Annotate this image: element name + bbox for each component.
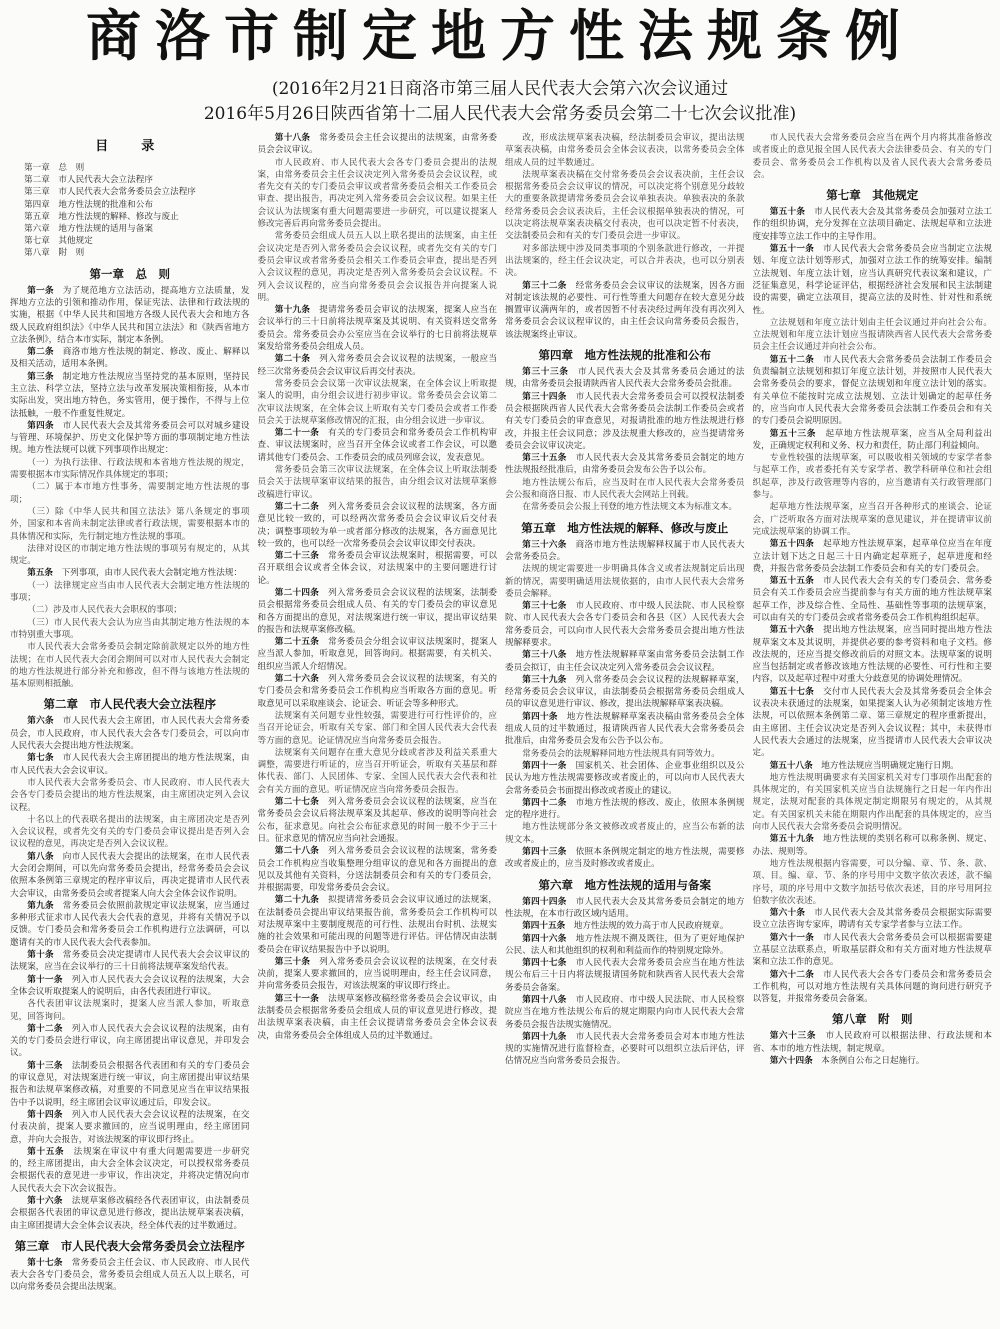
article [505, 366, 745, 391]
article-text: 向市人民代表大会提出的法规案，在市人民代表大会闭会期间，可以先向常务委员会提出，经常务委员会会议依照本条例第三章规定的程序审议后，再决定提请市人民代表大会审议，由常务委员会或者提案人向大会全体会议作说明。 [10, 851, 250, 899]
article-text: 常务委员会依照前款规定审议法规案，应当通过多种形式征求市人民代表大会代表的意见，并将有关情况予以反馈。专门委员会和常务委员会工作机构进行立法调研，可以邀请有关的市人民代表大会代表参加。 [10, 900, 250, 948]
article-number: 第三十一条 [274, 993, 320, 1004]
column-2-text [258, 132, 498, 1042]
article-text: 地方性法规应当明确规定施行日期。 [812, 760, 959, 771]
paragraph: 法规案有关问题专业性较强，需要进行可行性评价的，应当召开论证会，听取有关专家、部门和全国人民代表大会代表等方面的意见。论证情况应当向常务委员会报告。 [257, 710, 497, 746]
article-text: 列入市人民代表大会会议议程的法规案，由有关的专门委员会进行审议，向主席团提出审议意见，并印发会议。 [10, 1023, 250, 1059]
chapter-heading: 第四章 地方性法规的批准和公布 [538, 348, 711, 363]
chapter-heading: 第八章 附 则 [832, 1012, 913, 1027]
article [258, 845, 498, 894]
column-4-text [753, 132, 993, 1067]
article-text: 法规草案修改稿经常务委员会会议审议，由法制委员会根据常务委员会组成人员的审议意见进行修改，提出法规草案表决稿，由主任会议提请常务委员会全体会议表决，由常务委员会全体组成人员的过半数通过。 [257, 993, 497, 1041]
paragraph: 市人民代表大会常务委员会、市人民政府、市人民代表大会各专门委员会提出的地方性法规案，由主席团决定列入会议议程。 [10, 777, 250, 813]
article-text: 依照本条例规定制定的地方性法规，需要修改或者废止的，应当及时修改或者废止。 [505, 847, 745, 870]
article-text: 法规草案修改稿经各代表团审议，由法制委员会根据各代表团的审议意见进行修改，提出法规草案表决稿，由主席团提请大会全体会议表决，经全体代表的过半数通过。 [10, 1196, 250, 1231]
paragraph: 法规案有关问题存在重大意见分歧或者涉及利益关系重大调整，需要进行听证的，应当召开听证会，听取有关基层和群体代表、部门、人民团体、专家、全国人民代表大会代表和社会有关方面的意见。听证情况应当向常务委员会报告。 [257, 747, 497, 795]
article-text: 列入常务委员会会议议程的法规解释草案，经常务委员会会议审议，由法制委员会根据常务委员会组成人员的审议意见进行审议、修改，提出法规解释草案表决稿。 [505, 674, 745, 710]
subtitle-approval: 2016年5月26日陕西省第十二届人民代表大会常务委员会第二十七次会议批准) [203, 104, 797, 124]
article-number: 第二十三条 [274, 551, 320, 562]
article [258, 673, 498, 710]
article [505, 933, 745, 958]
article [753, 538, 993, 575]
article-number: 第十六条 [27, 1196, 63, 1206]
article-number: 第四十五条 [522, 921, 566, 932]
article [10, 949, 250, 974]
article [10, 420, 250, 457]
article-text: 起草地方性法规草案，起草单位应当在年度立法计划下达之日起三十日内确定起草班子，起草进度和经费，并报告常务委员会法制工作委员会和有关的专门委员会。 [752, 539, 992, 574]
article [505, 649, 745, 674]
article [505, 994, 745, 1031]
article-number: 第五十二条 [769, 354, 815, 365]
paragraph: 法律对设区的市制定地方性法规的事项另有规定的，从其规定。 [10, 543, 250, 567]
article-number: 第二条 [27, 347, 54, 358]
article [753, 1030, 993, 1055]
article-number: 第五条 [27, 568, 53, 579]
paragraph: 改，形成法规草案表决稿，经法制委员会审议，提出法规草案表决稿，由常务委员会全体会议表决，以常务委员会全体组成人员的过半数通过。 [505, 133, 745, 168]
article-number: 第三十四条 [522, 391, 567, 402]
article-number: 第九条 [27, 900, 54, 911]
article-number: 第四十二条 [522, 797, 567, 808]
paragraph: 在常务委员会公报上刊登的地方性法规文本为标准文本。 [522, 502, 738, 513]
article-text: 常务委员会主任会议、市人民政府、市人民代表大会各专门委员会，常务委员会组成人员五人以上联名，可以向常务委员会提出法规案。 [10, 1257, 250, 1293]
article [10, 900, 250, 949]
article-number: 第六十条 [769, 908, 806, 919]
article-text: 市人民代表大会及其常务委员会通过的法规，由常务委员会报请陕西省人民代表大会常务委员会批准。 [505, 367, 745, 390]
article [505, 600, 745, 649]
article-text: 市人民代表大会各专门委员会和常务委员会工作机构，可以对地方性法规有关具体问题的询问进行研究予以答复，并报常务委员会备案。 [752, 969, 992, 1005]
article-number: 第六十一条 [769, 932, 815, 943]
paragraph: 法规的规定需要进一步明确具体含义或者法规制定后出现新的情况，需要明确适用法规依据的，由市人民代表大会常务委员会解释。 [505, 564, 745, 599]
article-body [10, 132, 992, 1324]
article-text: 市人民代表大会常务委员会应当制定立法规划、年度立法计划等形式，加强对立法工作的统筹安排。编制立法规划、年度立法计划，应当认真研究代表议案和建议，广泛征集意见，科学论证评估，根据经济社会发展和民主法制建设的需要，确定立法项目，提高立法的及时性、针对性和系统性。 [752, 244, 992, 316]
article [10, 346, 250, 371]
chapter-heading: 第五章 地方性法规的解释、修改与废止 [521, 520, 729, 535]
column-4 [753, 132, 993, 1324]
subtitle-adoption: (2016年2月21日商洛市第三届人民代表大会第六次会议通过 [271, 79, 729, 99]
article-number: 第三十三条 [522, 367, 569, 378]
article-number: 第五十四条 [769, 539, 815, 550]
article-number: 第三十九条 [522, 674, 567, 685]
paragraph: 市人民政府、市人民代表大会各专门委员会提出的法规案，由常务委员会主任会议决定列入常务委员会会议议程，或者先交有关的专门委员会审议或者常务委员会相关工作委员会审查、提出报告，再决定列入常务委员会会议议程。如果主任会议认为法规案有重大问题需要进一步研究，可以建议提案人修改完善后再向常务委员会提出。 [257, 157, 497, 230]
article [258, 956, 498, 993]
article-number: 第十七条 [27, 1257, 63, 1268]
article [505, 846, 745, 871]
article-number: 第四十九条 [522, 1031, 567, 1042]
toc-item: 第五章 地方性法规的解释、修改与废止 [24, 211, 179, 222]
article [10, 974, 250, 999]
article-number: 第五十六条 [769, 625, 815, 636]
article-text: 市人民政府可以根据法律、行政法规和本省、本市的地方性法规，制定规章。 [752, 1031, 992, 1054]
article-text: 商洛市地方性法规的制定、修改、废止、解释以及相关活动，适用本条例。 [10, 347, 250, 370]
article [10, 715, 250, 752]
column-3-text [505, 132, 745, 1068]
article [505, 920, 745, 932]
paragraph: （一）为执行法律、行政法规和本省地方性法规的规定，需要根据本市实际情况作具体规定的事项； [10, 457, 250, 481]
article-number: 第六十三条 [769, 1031, 817, 1042]
article-text: 市人民代表大会及其常务委员会根据实际需要设立立法咨询专家库，聘请有关专家学者参与立法工作。 [752, 908, 992, 931]
toc-item: 第八章 附 则 [24, 248, 85, 259]
paragraph: 立法规划和年度立法计划由主任会议通过并向社会公布。立法规划和年度立法计划应当报请陕西省人民代表大会常务委员会主任会议通过并向社会公布。 [752, 317, 992, 353]
article-number: 第二十条 [274, 354, 311, 365]
article-text: 列入常务委员会会议议程的法规案，法制委员会根据常务委员会组成人员、有关的专门委员会的审议意见和各方面提出的意见，对法规案进行统一审议，提出审议结果的报告和法规草案修改稿。 [257, 587, 497, 635]
article [753, 428, 993, 453]
article-number: 第二十四条 [274, 587, 320, 598]
article [258, 636, 498, 673]
article-number: 第二十七条 [274, 797, 320, 808]
article [258, 427, 498, 464]
article-number: 第四十一条 [522, 760, 567, 771]
article [10, 1109, 250, 1146]
article [10, 1023, 250, 1060]
article-number: 第五十七条 [769, 686, 815, 697]
article-text: 列入常务委员会会议议程的法规案，有关的专门委员会和常务委员会工作机构应当听取各方面的意见。听取意见可以采取座谈会、论证会、听证会等多种形式。 [257, 674, 497, 709]
article-text: 本条例自公布之日起施行。 [812, 1056, 925, 1067]
paragraph: 市人民代表大会常务委员会制定除前款规定以外的地方性法规；在市人民代表大会闭会期间可以对市人民代表大会制定的地方性法规进行部分补充和修改，但不得与该地方性法规的基本原则相抵触。 [10, 642, 250, 690]
paragraph: 常务委员会的法规解释同地方性法规具有同等效力。 [522, 748, 720, 759]
article-text: 市人民政府、市中级人民法院、市人民检察院应当在地方性法规公布后的规定期限内向市人民代表大会常务委员会报告法规实施情况。 [505, 995, 745, 1030]
article-text: 常务委员会审议法规案时，根据需要，可以召开联组会议或者全体会议，对法规案中的主要问题进行讨论。 [257, 551, 497, 586]
article-text: 列入常务委员会会议议程的法规案，在交付表决前，提案人要求撤回的，应当说明理由，经主任会议同意，并向常务委员会报告，对该法规案的审议即行终止。 [257, 956, 497, 992]
article-number: 第十三条 [27, 1060, 63, 1071]
article [258, 894, 498, 955]
article-text: 商洛市地方性法规解释权属于市人民代表大会常务委员会。 [505, 539, 745, 562]
article-text: 市人民代表大会常务委员会法制工作委员会负责编制立法规划和拟订年度立法计划，并按照市人民代表大会常务委员会的要求，督促立法规划和年度立法计划的落实。有关单位不能按时完成立法规划、立法计划确定的起草任务的，应当向市人民代表大会常务委员会法制工作委员会和有关的专门委员会说明原因。 [752, 354, 992, 427]
paragraph: （二）涉及市人民代表大会职权的事项； [27, 605, 182, 616]
article [10, 752, 250, 777]
article-number: 第四条 [27, 420, 54, 431]
paragraph: 起草地方性法规草案，应当召开各种形式的座谈会、论证会，广泛听取各方面对法规草案的意见建议，并在提请审议前完成法规草案的协调工作。 [752, 502, 992, 537]
article-text: 市人民代表大会及其常务委员会制定的地方性法规，在本市行政区域内适用。 [505, 896, 745, 919]
toc-item: 第六章 地方性法规的适用与备案 [24, 224, 153, 235]
article [10, 1195, 250, 1232]
article [10, 1146, 250, 1195]
article-number: 第四十四条 [522, 896, 567, 907]
article-text: 提请常务委员会审议的法规案，提案人应当在会议举行的三十日前将法规草案及其说明、有关资料送交常务委员会。常务委员会办公室应当在会议举行的七日前将法规草案发给常务委员会组成人员。 [257, 305, 497, 353]
article-text: 市地方性法规的修改、废止，依照本条例规定的程序进行。 [505, 797, 745, 821]
article [753, 575, 993, 624]
article [258, 304, 498, 353]
article-text: 常务委员会分组会议审议法规案时，提案人应当派人参加，听取意见，回答询问。根据需要，有关机关、组织应当派人介绍情况。 [257, 637, 497, 672]
article-number: 第二十八条 [274, 846, 320, 857]
chapter-heading: 第三章 市人民代表大会常务委员会立法程序 [14, 1238, 245, 1253]
article [258, 132, 498, 157]
article [753, 969, 993, 1006]
article-number: 第十四条 [27, 1109, 63, 1120]
article-text: 起草地方性法规草案，应当从全局利益出发，正确规定权利和义务、权力和责任，防止部门利益倾向。 [752, 428, 992, 451]
article-text: 地方性法规的效力高于市人民政府规章。 [565, 921, 729, 932]
article-text: 法制委员会根据各代表团和有关的专门委员会的审议意见，对法规案进行统一审议，向主席团提出审议结果报告和法规草案修改稿，对重要的不同意见应当在审议结果报告中予以说明，经主席团会议审议通过后，印发会议。 [10, 1060, 250, 1108]
column-1 [10, 132, 250, 1324]
article-text: 法规案在审议中有重大问题需要进一步研究的，经主席团提出，由大会全体会议决定，可以授权常务委员会根据代表的意见进一步审议，作出决定，并将决定情况向市人民代表大会下次会议报告。 [10, 1146, 250, 1194]
article [753, 206, 993, 243]
article-number: 第四十八条 [522, 995, 567, 1005]
paragraph: 市人民代表大会常务委员会应当在两个月内将其准备修改或者废止的意见报全国人民代表大会法律委员会、有关的专门委员会、常务委员会工作机构以及省人民代表大会常务委员会。 [752, 133, 992, 180]
article-text: 地方性法规解释草案表决稿由常务委员会全体组成人员的过半数通过，报请陕西省人民代表大会常务委员会批准后，由常务委员会发布公告予以公布。 [505, 711, 745, 747]
article-text: 市人民代表大会常务委员会可以根据需要建立基层立法联系点，听取基层群众和有关方面对地方性法规草案和立法工作的意见。 [752, 932, 992, 968]
article [505, 797, 745, 822]
paragraph: （一）法律规定应当由市人民代表大会制定地方性法规的事项； [10, 580, 250, 604]
article-text: 市人民代表大会有关的专门委员会、常务委员会有关工作委员会应当提前参与有关方面的地方性法规草案起草工作，涉及综合性、全局性、基础性等事项的法规草案，可以由有关的专门委员会或者常务委员会工作机构组织起草。 [752, 576, 992, 623]
article-text: 经常务委员会会议审议的法规案，因各方面对制定该法规的必要性、可行性等重大问题存在较大意见分歧搁置审议满两年的，或者因暂不付表决经过两年没有再次列入常务委员会会议议程审议的，由主任会议向常务委员会报告，该法规案终止审议。 [505, 280, 745, 340]
article [753, 354, 993, 428]
article-number: 第三十七条 [522, 601, 567, 612]
article-number: 第四十六条 [522, 933, 567, 944]
article-number: 第五十一条 [769, 244, 815, 255]
article-number: 第二十六条 [274, 674, 320, 685]
article-text: 制定地方性法规应当坚持党的基本原则，坚持民主立法、科学立法，坚持立法与改革发展决策相衔接，从本市实际出发，突出地方特色，务实管用，便于操作，不得与上位法抵触，一般不作重复性规定。 [10, 371, 250, 419]
article-number: 第三十条 [274, 956, 311, 967]
article-number: 第四十七条 [522, 958, 567, 969]
article [505, 711, 745, 748]
article-text: 市人民代表大会常务委员会应当在地方性法规公布后三十日内将法规报请国务院和陕西省人民代表大会常务委员会备案。 [505, 958, 745, 993]
article-number: 第三条 [27, 371, 54, 382]
article-text: 市人民代表大会常务委员会对本市地方性法规的实施情况进行监督检查，必要时可以组织立法后评估，评估情况应当向常务委员会报告。 [505, 1031, 745, 1067]
chapter-heading: 第二章 市人民代表大会立法程序 [43, 697, 216, 712]
article-text: 列入常务委员会会议议程的法规案，一般应当经三次常务委员会会议审议后再交付表决。 [257, 354, 497, 377]
article [505, 539, 745, 564]
paragraph: 常务委员会第三次审议法规案，在全体会议上听取法制委员会关于法规草案审议结果的报告，由分组会议对法规草案修改稿进行审议。 [257, 465, 497, 500]
article [505, 452, 745, 477]
article-text: 市人民代表大会及其常务委员会可以对城乡建设与管理、环境保护、历史文化保护等方面的事项制定地方性法规。地方性法规可以就下列事项作出规定： [10, 420, 250, 456]
article-number: 第二十一条 [274, 428, 320, 439]
article-number: 第八条 [27, 851, 54, 862]
article-number: 第十二条 [27, 1023, 63, 1034]
article-number: 第二十二条 [274, 501, 320, 512]
toc-item: 第一章 总 则 [24, 163, 85, 173]
article-number: 第六十二条 [769, 969, 815, 980]
article [753, 624, 993, 685]
article-number: 第五十条 [769, 207, 806, 218]
article-text: 国家机关、社会团体、企业事业组织以及公民认为地方性法规需要修改或者废止的，可以向市人民代表大会常务委员会书面提出修改或者废止的建议。 [505, 760, 745, 796]
article-text: 地方性法规的类别名称可以称条例、规定、办法、规则等。 [752, 834, 992, 857]
article-text: 拟提请常务委员会会议审议通过的法规案，在法制委员会提出审议结果报告前，常务委员会工作机构可以对法规草案中主要制度规范的可行性、法规出台时机、法规实施的社会效果和可能出现的问题等进行评估。评估情况由法制委员会在审议结果报告中予以说明。 [257, 895, 497, 955]
article-text: 下列事项，由市人民代表大会制定地方性法规： [52, 568, 243, 579]
table-of-contents [10, 162, 250, 260]
article [753, 1055, 993, 1067]
toc-heading: 目 录 [95, 139, 165, 154]
paragraph: 地方性法规公布后，应当及时在市人民代表大会常务委员会公报和商洛日报、市人民代表大会网站上刊载。 [505, 477, 745, 501]
paragraph: 对多部法规中涉及同类事项的个别条款进行修改，一并提出法规案的，经主任会议决定，可以合并表决，也可以分别表决。 [505, 243, 745, 279]
paragraph: 常务委员会会议第一次审议法规案，在全体会议上听取提案人的说明，由分组会议进行初步审议。常务委员会会议第二次审议法规案，在全体会议上听取有关专门委员会或者工作委员会关于法规草案修改情况的汇报，由分组会议进一步审议。 [257, 378, 497, 426]
article-number: 第二十五条 [274, 637, 320, 648]
article-number: 第一条 [27, 285, 54, 296]
paragraph: 地方性法规明确要求有关国家机关对专门事项作出配套的具体规定的，有关国家机关应当自法规施行之日起一年内作出规定，法规对配套的具体规定制定期限另有规定的，从其规定。有关国家机关未能在期限内作出配套的具体规定的，应当向市人民代表大会常务委员会说明情况。 [752, 772, 992, 833]
paragraph: （三）市人民代表大会认为应当由其制定地方性法规的本市特别重大事项。 [10, 617, 250, 640]
article [10, 851, 250, 900]
toc-item: 第三章 市人民代表大会常务委员会立法程序 [24, 187, 196, 198]
article-text: 列入常务委员会会议议程的法规案，各方面意见比较一致的，可以经两次常务委员会会议审议后交付表决；调整事项较为单一或者部分修改的法规案，各方面意见比较一致的，也可以经一次常务委员会会议审议即交付表决。 [257, 501, 497, 549]
article [258, 993, 498, 1042]
chapter-heading: 第一章 总 则 [89, 266, 170, 281]
paragraph: 专业性较强的法规草案，可以吸收相关领域的专家学者参与起草工作，或者委托有关专家学者、教学科研单位和社会组织起草，涉及行政管理等内容的，应当邀请有关行政管理部门参与。 [752, 453, 992, 501]
article [505, 896, 745, 921]
article-text: 地方性法规不溯及既往，但为了更好地保护公民、法人和其他组织的权利和利益而作的特别规定除外。 [505, 933, 745, 956]
article [753, 833, 993, 858]
article-number: 第十一条 [27, 974, 63, 985]
article-number: 第四十三条 [522, 847, 567, 858]
chapter-heading: 第七章 其他规定 [826, 188, 919, 203]
article [10, 567, 250, 579]
article-number: 第五十八条 [769, 760, 813, 771]
article [753, 243, 993, 317]
article [505, 280, 745, 341]
article [505, 674, 745, 711]
article-number: 第六十四条 [769, 1056, 813, 1067]
article-text: 交付市人民代表大会及其常务委员会全体会议表决未获通过的法规案，如果提案人认为必须制定该地方性法规，可以依照本条例第二章、第三章规定的程序重新提出，由主席团、主任会议决定是否列入会议议程；其中，未获得市人民代表大会通过的法规案，应当提请市人民代表大会审议决定。 [752, 686, 992, 759]
paragraph: 各代表团审议法规案时，提案人应当派人参加，听取意见，回答询问。 [10, 999, 250, 1022]
paragraph: 常务委员会组成人员五人以上联名提出的法规案，由主任会议决定是否列入常务委员会会议议程，或者先交有关的专门委员会审议或者常务委员会相关工作委员会审查，提出是否列入会议议程的意见，再决定是否列入常务委员会会议议程。不列入会议议程的，应当向常务委员会会议报告并向提案人说明。 [257, 231, 497, 303]
article-text: 列入市人民代表大会会议议程的法规案，大会全体会议听取提案人的说明后，由各代表团进行审议。 [10, 974, 250, 997]
article-text: 有关的专门委员会和常务委员会工作机构审查、审议法规案时，应当召开全体会议或者工作会议，可以邀请其他专门委员会、工作委员会的成员列席会议，发表意见。 [257, 428, 497, 463]
paragraph: 地方性法规部分条文被修改或者废止的，应当公布新的法规文本。 [505, 822, 745, 845]
article-number: 第十九条 [274, 305, 311, 316]
article-text: 列入常务委员会会议议程的法规案，常务委员会工作机构应当收集整理分组审议的意见和各方面提出的意见以及其他有关资料，分送法制委员会和有关的专门委员会，并根据需要，印发常务委员会会议。 [257, 846, 497, 894]
article [10, 1257, 250, 1294]
article [505, 1031, 745, 1068]
article-number: 第十八条 [274, 133, 311, 143]
column-3 [505, 132, 745, 1324]
article [10, 371, 250, 420]
article-number: 第三十二条 [522, 280, 567, 291]
article-number: 第三十五条 [522, 453, 567, 464]
article-number: 第五十三条 [769, 428, 817, 439]
article [753, 907, 993, 932]
article-number: 第二十九条 [274, 895, 320, 906]
column-1-text [10, 266, 250, 1294]
article [505, 391, 745, 452]
article-number: 第十五条 [27, 1146, 65, 1157]
paragraph: （三）除《中华人民共和国立法法》第八条规定的事项外，国家和本省尚未制定法律或者行政法规，需要根据本市的具体情况和实际，先行制定地方性法规的事项。 [10, 506, 250, 542]
article [258, 501, 498, 550]
article [753, 686, 993, 760]
toc-item: 第七章 其他规定 [24, 236, 93, 247]
article-number: 第四十条 [522, 711, 558, 722]
article-text: 常务委员会主任会议提出的法规案，由常务委员会会议审议。 [257, 133, 497, 156]
article-text: 列入市人民代表大会会议议程的法规案，在交付表决前，提案人要求撤回的，应当说明理由，经主席团同意，并向大会报告，对该法规案的审议即行终止。 [10, 1109, 250, 1145]
page-title: 商洛市制定地方性法规条例 [85, 4, 914, 68]
article-text: 市人民代表大会主席团提出的地方性法规案，由市人民代表大会会议审议。 [10, 753, 250, 776]
article-text: 地方性法规解释草案由常务委员会法制工作委员会拟订，由主任会议决定列入常务委员会会议议程。 [505, 650, 745, 673]
article-text: 市人民代表大会主席团，市人民代表大会常务委员会，市人民政府，市人民代表大会各专门委员会，可以向市人民代表大会提出地方性法规案。 [10, 716, 250, 752]
article-text: 市人民代表大会及其常务委员会制定的地方性法规报经批准后，由常务委员会发布公告予以公布。 [505, 453, 745, 476]
chapter-heading: 第六章 地方性法规的适用与备案 [538, 877, 711, 892]
article-number: 第六条 [27, 716, 54, 727]
article-text: 提出地方性法规案，应当同时提出地方性法规草案文本及其说明，并提供必要的参考资料和电子文档。修改法规的，还应当提交修改前后的对照文本。法规草案的说明应当包括制定或者修改该地方性法规的必要性、可行性和主要内容，以及起草过程中对重大分歧意见的协调处理情况。 [752, 625, 992, 685]
article [10, 1060, 250, 1109]
paragraph: 十名以上的代表联名提出的法规案，由主席团决定是否列入会议议程，或者先交有关的专门委员会审议提出是否列入会议议程的意见，再决定是否列入会议议程。 [10, 814, 250, 850]
article [258, 587, 498, 636]
article [10, 285, 250, 346]
toc-item: 第四章 地方性法规的批准和公布 [24, 199, 153, 210]
article-number: 第三十六条 [522, 539, 567, 550]
paragraph: 法规草案表决稿在交付常务委员会会议表决前，主任会议根据常务委员会会议审议的情况，可以决定将个别意见分歧较大的重要条款提请常务委员会会议单独表决。单独表决的条款经常务委员会会议表决后，主任会议根据单独表决的情况，可以决定将法规草案表决稿交付表决，也可以决定暂不付表决，交法制委员会和有关的专门委员会进一步审议。 [505, 169, 745, 242]
article-text: 市人民代表大会常务委员会可以授权法制委员会根据陕西省人民代表大会常务委员会法制工作委员会或者有关专门委员会的审查意见，对报请批准的地方性法规进行修改，并报主任会议同意；涉及法规重大修改的，应当提请常务委员会会议审议决定。 [505, 391, 745, 451]
article-number: 第三十八条 [522, 650, 567, 661]
toc-item: 第二章 市人民代表大会立法程序 [24, 175, 153, 186]
article-text: 市人民代表大会及其常务委员会加强对立法工作的组织协调，充分发挥在立法项目确定、法规起草和立法进度安排等立法工作中的主导作用。 [752, 207, 992, 242]
article-text: 市人民政府、市中级人民法院、市人民检察院、市人民代表大会各专门委员会和各县（区）人民代表大会常务委员会，可以向市人民代表大会常务委员会提出地方性法规解释要求。 [505, 601, 745, 648]
paragraph: 地方性法规根据内容需要，可以分编、章、节、条、款、项、目。编、章、节、条的序号用中文数字依次表述，款不编序号，项的序号用中文数字加括号依次表述，目的序号用阿拉伯数字依次表述。 [752, 858, 992, 906]
article-text: 常务委员会决定提请市人民代表大会会议审议的法规案，应当在会议举行的三十日前将法规草案发给代表。 [10, 950, 250, 973]
paragraph: （二）属于本市地方性事务，需要制定地方性法规的事项； [10, 482, 250, 505]
article [258, 353, 498, 378]
article [753, 932, 993, 969]
article-number: 第十条 [27, 950, 54, 961]
article-text: 为了规范地方立法活动，提高地方立法质量，发挥地方立法的引领和推动作用，保证宪法、法律和行政法规的实施，根据《中华人民共和国地方各级人民代表大会和地方各级人民政府组织法》《中华人民共和国立法法》和《陕西省地方立法条例》，结合本市实际，制定本条例。 [10, 285, 250, 345]
article [258, 796, 498, 845]
article-text: 列入常务委员会会议议程的法规案，应当在常务委员会会议后将法规草案及其起草、修改的说明等向社会公布，征求意见。向社会公布征求意见的时间一般不少于三十日。征求意见的情况应当向社会通报。 [257, 797, 497, 844]
article [753, 760, 993, 772]
article-number: 第五十五条 [769, 576, 815, 587]
column-2 [258, 132, 498, 1324]
article [505, 957, 745, 994]
article-number: 第五十九条 [769, 834, 815, 845]
article [258, 550, 498, 587]
article-number: 第七条 [27, 753, 54, 764]
article [505, 760, 745, 797]
